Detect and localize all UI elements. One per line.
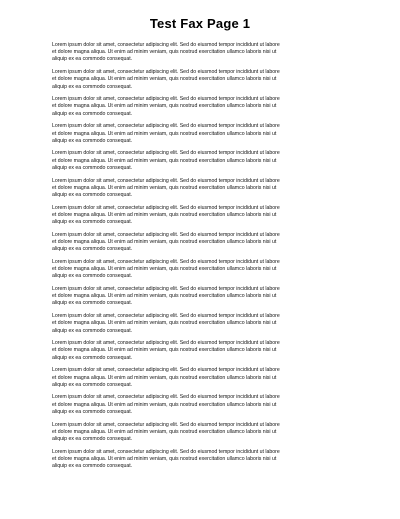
paragraph-line: Lorem ipsum dolor sit amet, consectetur adipiscing elit. Sed do eiusmod tempor incididunt ut labore	[52, 42, 280, 48]
paragraph-line: aliquip ex ea commodo consequat.	[52, 300, 133, 307]
paragraph-line: et dolore magna aliqua. Ut enim ad minim veniam, quis nostrud exercitation ullamco laboris nisi ut	[52, 184, 277, 191]
paragraph-line: et dolore magna aliqua. Ut enim ad minim veniam, quis nostrud exercitation ullamco laboris nisi ut	[52, 320, 277, 327]
paragraph	[52, 367, 348, 389]
paragraph-line: Lorem ipsum dolor sit amet, consectetur adipiscing elit. Sed do eiusmod tempor incididunt ut labore	[52, 177, 280, 184]
paragraph-line: et dolore magna aliqua. Ut enim ad minim veniam, quis nostrud exercitation ullamco laboris nisi ut	[52, 293, 277, 300]
paragraph-line: Lorem ipsum dolor sit amet, consectetur adipiscing elit. Sed do eiusmod tempor incididunt ut labore	[52, 340, 280, 347]
paragraph-line: aliquip ex ea commodo consequat.	[52, 327, 133, 334]
paragraph	[52, 394, 348, 416]
paragraph	[52, 259, 348, 281]
paragraph-line: et dolore magna aliqua. Ut enim ad minim veniam, quis nostrud exercitation ullamco laboris nisi ut	[52, 238, 277, 245]
paragraph-line: aliquip ex ea commodo consequat.	[52, 83, 133, 90]
paragraph-line: Lorem ipsum dolor sit amet, consectetur adipiscing elit. Sed do eiusmod tempor incididunt ut labore	[52, 258, 280, 265]
paragraph-line: et dolore magna aliqua. Ut enim ad minim veniam, quis nostrud exercitation ullamco laboris nisi ut	[52, 130, 277, 137]
paragraph-line: Lorem ipsum dolor sit amet, consectetur adipiscing elit. Sed do eiusmod tempor incididunt ut labore	[52, 123, 280, 130]
paragraph-line: Lorem ipsum dolor sit amet, consectetur adipiscing elit. Sed do eiusmod tempor incididunt ut labore	[52, 448, 280, 455]
paragraph-line: et dolore magna aliqua. Ut enim ad minim veniam, quis nostrud exercitation ullamco laboris nisi ut	[52, 211, 277, 218]
paragraph-line: et dolore magna aliqua. Ut enim ad minim veniam, quis nostrud exercitation ullamco laboris nisi ut	[52, 455, 277, 462]
paragraph-line: aliquip ex ea commodo consequat.	[52, 191, 133, 198]
paragraph	[52, 42, 348, 64]
paragraph-line: Lorem ipsum dolor sit amet, consectetur adipiscing elit. Sed do eiusmod tempor incididunt ut labore	[52, 150, 280, 157]
paragraph-line: Lorem ipsum dolor sit amet, consectetur adipiscing elit. Sed do eiusmod tempor incididunt ut labore	[52, 69, 280, 76]
paragraph-line: aliquip ex ea commodo consequat.	[52, 381, 133, 388]
paragraph-line: Lorem ipsum dolor sit amet, consectetur adipiscing elit. Sed do eiusmod tempor incididunt ut labore	[52, 231, 280, 238]
paragraph-line: et dolore magna aliqua. Ut enim ad minim veniam, quis nostrud exercitation ullamco laboris nisi ut	[52, 76, 277, 83]
paragraph-line: aliquip ex ea commodo consequat.	[52, 110, 133, 117]
paragraph-line: aliquip ex ea commodo consequat.	[52, 408, 133, 415]
page-title: Test Fax Page 1	[149, 16, 251, 31]
paragraph	[52, 286, 348, 308]
paragraph-line: Lorem ipsum dolor sit amet, consectetur adipiscing elit. Sed do eiusmod tempor incididunt ut labore	[52, 394, 280, 401]
paragraph	[52, 422, 348, 444]
paragraph	[52, 232, 348, 254]
paragraph	[52, 178, 348, 200]
paragraph-line: et dolore magna aliqua. Ut enim ad minim veniam, quis nostrud exercitation ullamco laboris nisi ut	[52, 103, 277, 110]
paragraph-line: Lorem ipsum dolor sit amet, consectetur adipiscing elit. Sed do eiusmod tempor incididunt ut labore	[52, 367, 280, 374]
paragraph	[52, 96, 348, 118]
paragraph-line: Lorem ipsum dolor sit amet, consectetur adipiscing elit. Sed do eiusmod tempor incididunt ut labore	[52, 285, 280, 292]
paragraph-line: aliquip ex ea commodo consequat.	[52, 137, 133, 144]
paragraph-line: Lorem ipsum dolor sit amet, consectetur adipiscing elit. Sed do eiusmod tempor incididunt ut labore	[52, 96, 280, 103]
body-text	[52, 42, 348, 476]
paragraph-line: et dolore magna aliqua. Ut enim ad minim veniam, quis nostrud exercitation ullamco laboris nisi ut	[52, 49, 277, 56]
paragraph-line: aliquip ex ea commodo consequat.	[52, 164, 133, 171]
paragraph-line: aliquip ex ea commodo consequat.	[52, 246, 133, 253]
paragraph-line: aliquip ex ea commodo consequat.	[52, 56, 133, 63]
paragraph-line: aliquip ex ea commodo consequat.	[52, 273, 133, 280]
paragraph-line: et dolore magna aliqua. Ut enim ad minim veniam, quis nostrud exercitation ullamco laboris nisi ut	[52, 374, 277, 381]
paragraph-line: aliquip ex ea commodo consequat.	[52, 354, 133, 361]
paragraph-line: Lorem ipsum dolor sit amet, consectetur adipiscing elit. Sed do eiusmod tempor incididunt ut labore	[52, 313, 280, 320]
paragraph-line: et dolore magna aliqua. Ut enim ad minim veniam, quis nostrud exercitation ullamco laboris nisi ut	[52, 266, 277, 273]
paragraph	[52, 69, 348, 91]
paragraph	[52, 449, 348, 471]
paragraph-line: aliquip ex ea commodo consequat.	[52, 463, 133, 470]
paragraph	[52, 340, 348, 362]
paragraph	[52, 123, 348, 145]
paragraph	[52, 150, 348, 172]
paragraph-line: aliquip ex ea commodo consequat.	[52, 219, 133, 226]
paragraph	[52, 313, 348, 335]
paragraph-line: aliquip ex ea commodo consequat.	[52, 435, 133, 442]
paragraph-line: Lorem ipsum dolor sit amet, consectetur adipiscing elit. Sed do eiusmod tempor incididunt ut labore	[52, 421, 280, 428]
paragraph	[52, 205, 348, 227]
paragraph-line: et dolore magna aliqua. Ut enim ad minim veniam, quis nostrud exercitation ullamco laboris nisi ut	[52, 428, 277, 435]
paragraph-line: Lorem ipsum dolor sit amet, consectetur adipiscing elit. Sed do eiusmod tempor incididunt ut labore	[52, 204, 280, 211]
paragraph-line: et dolore magna aliqua. Ut enim ad minim veniam, quis nostrud exercitation ullamco laboris nisi ut	[52, 347, 277, 354]
paragraph-line: et dolore magna aliqua. Ut enim ad minim veniam, quis nostrud exercitation ullamco laboris nisi ut	[52, 157, 277, 164]
paragraph-line: et dolore magna aliqua. Ut enim ad minim veniam, quis nostrud exercitation ullamco laboris nisi ut	[52, 401, 277, 408]
